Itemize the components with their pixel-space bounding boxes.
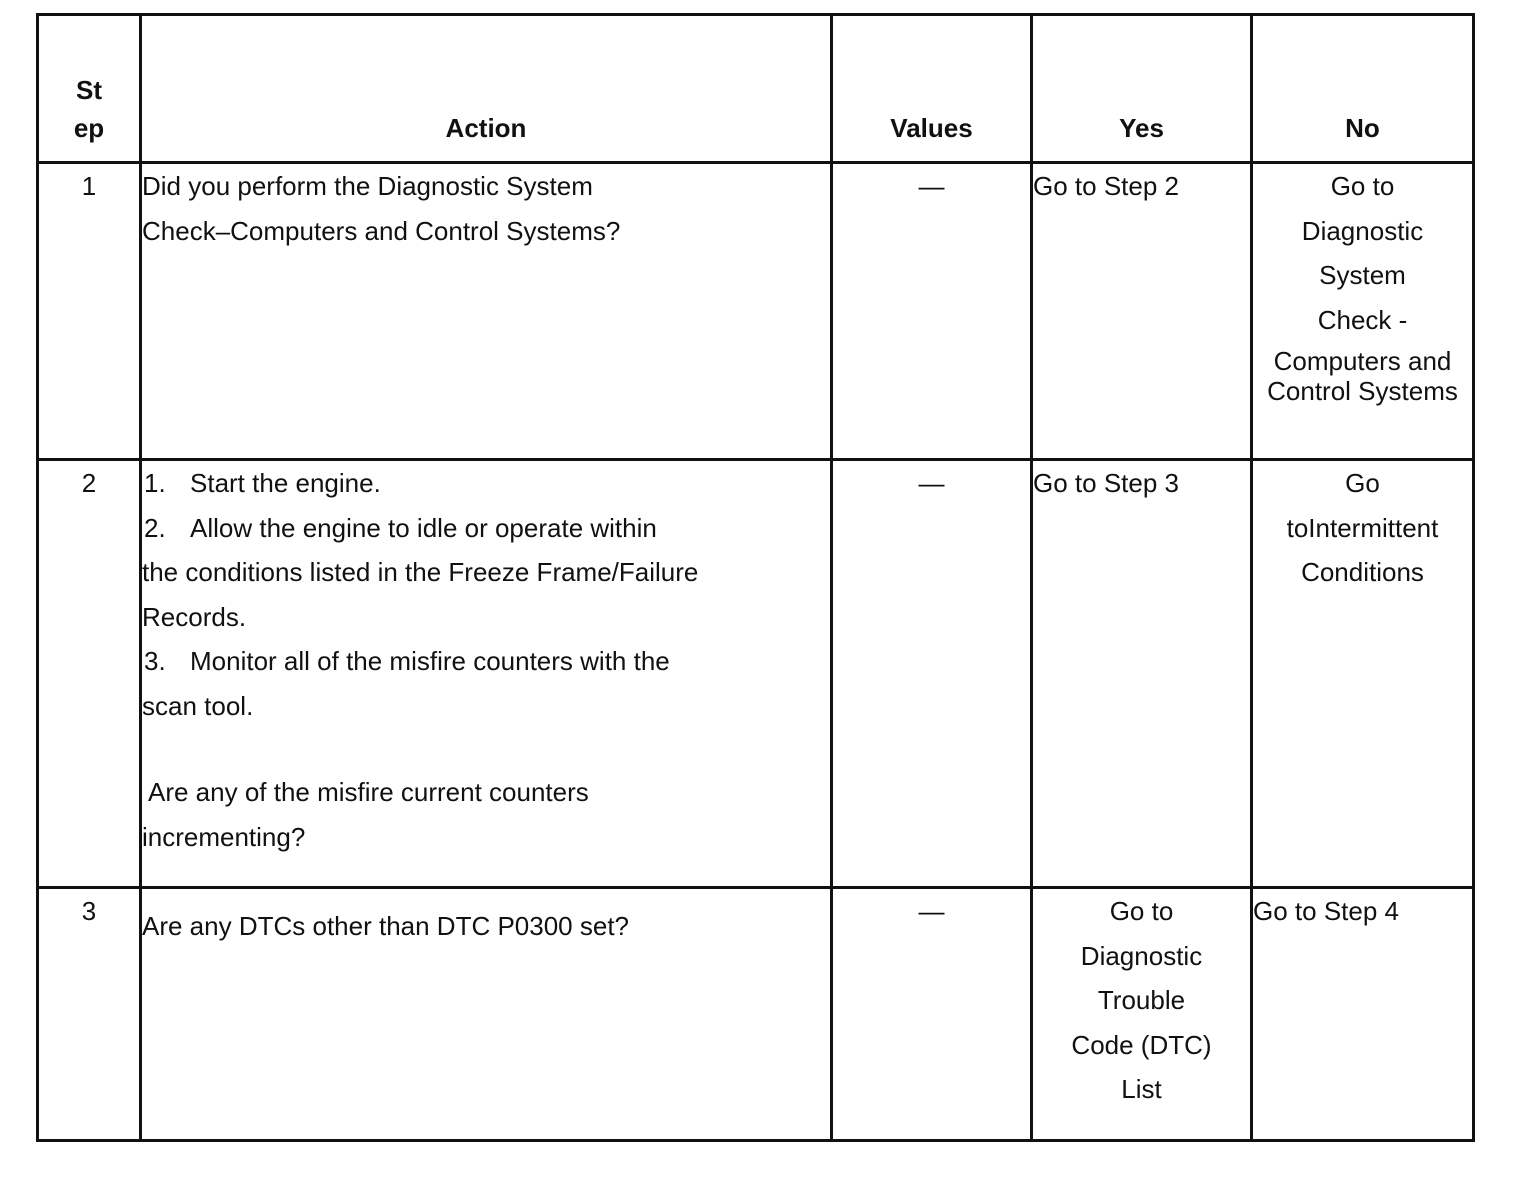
- table-row: [38, 163, 1474, 460]
- header-step: [38, 15, 141, 163]
- table-row: [38, 888, 1474, 1141]
- no-line: Conditions: [1301, 557, 1424, 587]
- spacer: [142, 728, 830, 770]
- header-action: Action: [141, 15, 832, 163]
- no-line: Go to: [1330, 171, 1395, 201]
- action-question: Are any of the misfire current counters: [148, 777, 589, 807]
- item-number: 2.: [144, 512, 166, 543]
- table-row: [38, 460, 1474, 888]
- action-cell: [141, 460, 832, 888]
- yes-cell: [1032, 888, 1252, 1141]
- yes-line: List: [1121, 1074, 1162, 1104]
- action-line: Did you perform the Diagnostic System: [142, 171, 593, 201]
- yes-cell: Go to Step 3: [1032, 460, 1252, 888]
- no-cell: [1252, 163, 1474, 460]
- item-text: Start the engine.: [190, 468, 381, 498]
- no-cell: [1252, 460, 1474, 888]
- item-number: 3.: [144, 646, 166, 676]
- yes-line: Go to: [1109, 896, 1174, 926]
- diagnostic-table: [36, 13, 1475, 1142]
- header-yes: Yes: [1032, 15, 1252, 163]
- values-cell: —: [832, 888, 1032, 1141]
- header-step-line1: St: [76, 75, 102, 105]
- header-no: No: [1252, 15, 1474, 163]
- action-list-item: [142, 461, 830, 506]
- step-number: 3: [38, 888, 141, 1141]
- yes-line: Diagnostic: [1080, 940, 1203, 971]
- action-list-item: [142, 506, 830, 551]
- item-text: Allow the engine to idle or operate within: [190, 512, 657, 543]
- item-text: Monitor all of the misfire counters with the: [190, 646, 670, 676]
- action-question: incrementing?: [142, 821, 306, 852]
- action-list-item: [142, 639, 830, 684]
- header-values: Values: [832, 15, 1032, 163]
- no-line: System: [1319, 260, 1406, 290]
- action-line: scan tool.: [142, 690, 254, 721]
- yes-line: Trouble: [1097, 985, 1186, 1015]
- no-line: Diagnostic: [1301, 215, 1424, 246]
- no-line: Control Systems: [1267, 376, 1458, 406]
- yes-cell: Go to Step 2: [1032, 163, 1252, 460]
- values-cell: —: [832, 163, 1032, 460]
- action-line: Records.: [142, 601, 247, 632]
- action-cell: [141, 888, 832, 1141]
- yes-line: Code (DTC): [1071, 1029, 1212, 1060]
- header-step-line2: ep: [73, 113, 105, 143]
- values-cell: —: [832, 460, 1032, 888]
- header-row: [38, 15, 1474, 163]
- no-cell: Go to Step 4: [1252, 888, 1474, 1141]
- action-line: Are any DTCs other than DTC P0300 set?: [142, 911, 630, 941]
- no-line: Check -: [1317, 304, 1408, 335]
- no-line: Go: [1345, 468, 1380, 498]
- item-number: 1.: [144, 468, 166, 498]
- action-line: the conditions listed in the Freeze Frame/Failure: [142, 557, 699, 587]
- no-line: toIntermittent: [1286, 512, 1439, 543]
- step-number: 2: [38, 460, 141, 888]
- action-line: Check–Computers and Control Systems?: [142, 215, 621, 246]
- step-number: 1: [38, 163, 141, 460]
- no-line: Computers and: [1273, 346, 1452, 376]
- action-cell: [141, 163, 832, 460]
